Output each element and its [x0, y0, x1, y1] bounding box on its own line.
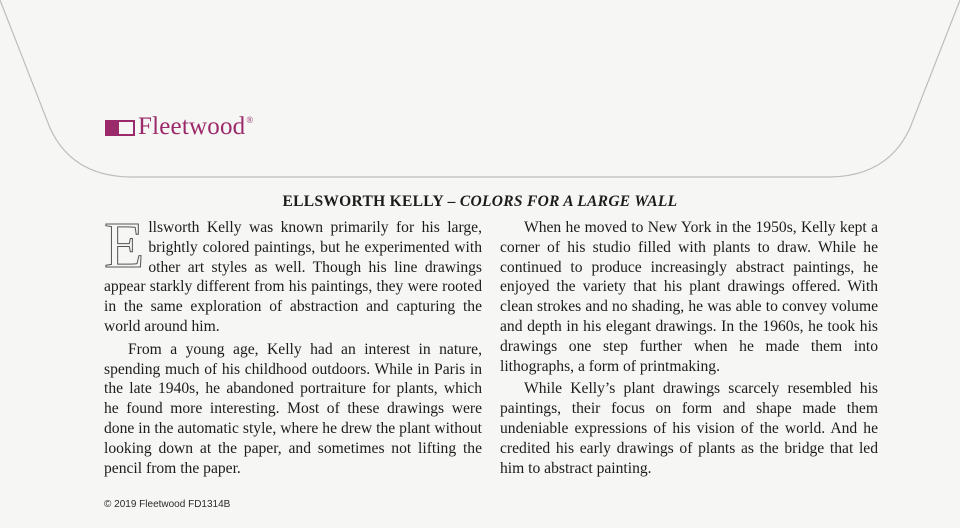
fleetwood-logo-icon	[105, 120, 135, 136]
right-column	[500, 218, 878, 478]
fleetwood-logo	[105, 113, 253, 141]
paragraph-4: While Kelly’s plant drawings scarcely resembled his paintings, their focus on form and shape made them undeniable expressions of his vision of the world. And he credited his early drawings of plants as the bridge that led him to abstract painting.	[500, 380, 878, 477]
dropcap-letter: E	[104, 209, 145, 282]
article-title-main: ELLSWORTH KELLY –	[282, 193, 460, 210]
article-title-italic: COLORS FOR A LARGE WALL	[459, 193, 678, 210]
paragraph-2: From a young age, Kelly had an interest in nature, spending much of his childhood outdoors. While in Paris in the late 1940s, he abandoned portraiture for plants, which he found more interesting. Most of these drawings were done in the automatic style, where he drew the plant without looking down at the paper, and sometimes not lifting the pencil from the paper.	[104, 340, 482, 477]
brand-name	[138, 113, 253, 141]
copyright-footer: © 2019 Fleetwood FD1314B	[104, 499, 231, 510]
registered-mark: ®	[246, 115, 254, 125]
paragraph-3: When he moved to New York in the 1950s, Kelly kept a corner of his studio filled with plants to draw. While he continued to produce increasingly abstract paintings, he enjoyed the variety that his plant drawings offered. With clean strokes and no shading, he was able to convey volume and depth in his elegant drawings. In the 1960s, he took his drawings one step further when he made them into lithographs, a form of printmaking.	[500, 219, 878, 375]
paragraph-1	[104, 209, 482, 337]
envelope-flap-outline	[0, 0, 960, 190]
left-column	[104, 209, 482, 478]
brand-name-text: Fleetwood	[138, 113, 246, 140]
paragraph-1-text: llsworth Kelly was known primarily for his large, brightly colored paintings, but he experimented with other art styles as well. Though his line drawings appear starkly different from his paintings, they were rooted in the same exploration of abstraction and capturing the world around him.	[104, 219, 482, 335]
article-title	[0, 193, 960, 211]
